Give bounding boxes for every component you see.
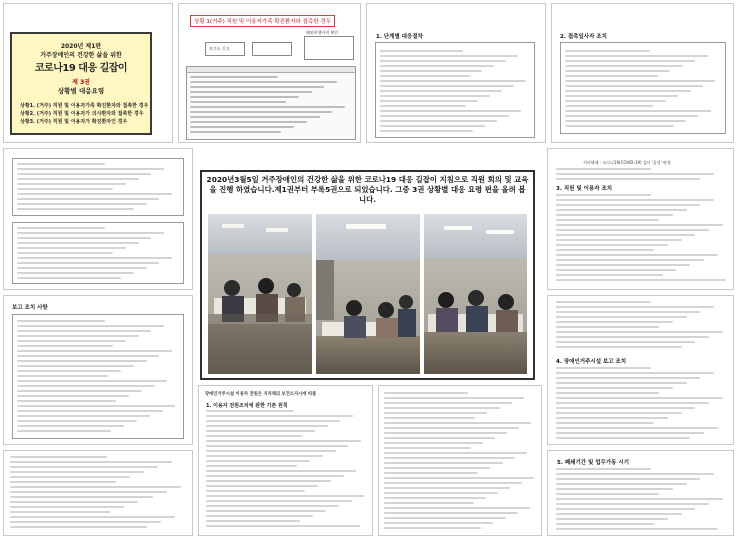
text-line <box>190 116 320 118</box>
text-line <box>17 365 134 367</box>
text-line <box>206 455 323 457</box>
text-line <box>565 55 708 57</box>
text-line <box>17 168 164 170</box>
text-line <box>380 60 506 62</box>
text-line <box>380 100 478 102</box>
flow-label: 보건소 신고 <box>209 46 230 51</box>
text-line <box>17 345 113 347</box>
text-line <box>380 120 497 122</box>
text-line <box>10 476 130 478</box>
text-line <box>556 523 654 525</box>
mid-sub-heading: 1. 이용자 전원조치에 관한 기본 원칙 <box>206 403 288 409</box>
text-line <box>17 410 163 412</box>
text-line <box>556 483 687 485</box>
text-line <box>206 510 326 512</box>
text-line <box>384 517 506 519</box>
text-line <box>556 259 704 261</box>
text-line <box>10 466 158 468</box>
text-line <box>556 498 723 500</box>
text-line <box>556 422 654 424</box>
text-line <box>384 507 530 509</box>
text-line <box>384 522 493 524</box>
text-line <box>380 70 482 72</box>
text-line <box>556 321 673 323</box>
text-line <box>10 511 110 513</box>
text-line <box>190 126 294 128</box>
text-line <box>556 432 704 434</box>
text-line <box>565 85 703 87</box>
text-line <box>17 188 113 190</box>
text-line <box>206 465 297 467</box>
text-line <box>556 316 687 318</box>
text-line <box>10 486 181 488</box>
text-line <box>206 445 348 447</box>
text-line <box>384 512 518 514</box>
text-line <box>556 204 700 206</box>
text-line <box>17 335 139 337</box>
text-line <box>384 482 522 484</box>
text-line <box>206 515 313 517</box>
text-line <box>190 91 312 93</box>
text-line <box>206 490 305 492</box>
text-line <box>17 267 147 269</box>
text-line <box>17 395 129 397</box>
text-line <box>10 491 167 493</box>
text-line <box>380 65 494 67</box>
text-line <box>206 485 318 487</box>
text-line <box>556 427 718 429</box>
text-line <box>556 244 668 246</box>
text-line <box>206 425 328 427</box>
text-line <box>384 467 490 469</box>
text-line <box>17 420 137 422</box>
text-line <box>206 480 331 482</box>
text-line <box>556 367 651 369</box>
text-line <box>384 492 498 494</box>
text-line <box>17 262 159 264</box>
text-line <box>384 392 468 394</box>
text-line <box>384 502 474 504</box>
text-line <box>206 460 310 462</box>
text-line <box>206 525 360 527</box>
text-line <box>556 377 700 379</box>
text-line <box>17 330 151 332</box>
text-line <box>190 106 345 108</box>
text-line <box>384 407 500 409</box>
text-line <box>565 75 658 77</box>
cover-volume: 제 3권 <box>72 79 90 86</box>
cover-edition-line: 2020년 제1판 <box>60 43 102 50</box>
text-line <box>10 526 147 528</box>
flow-box-3 <box>304 36 354 60</box>
text-line <box>17 178 139 180</box>
text-line <box>556 508 695 510</box>
text-line <box>17 350 172 352</box>
text-line <box>556 518 668 520</box>
text-line <box>556 264 690 266</box>
text-line <box>380 85 514 87</box>
text-line <box>556 392 659 394</box>
text-line <box>565 90 691 92</box>
text-line <box>206 495 364 497</box>
text-line <box>556 194 651 196</box>
text-line <box>556 437 690 439</box>
text-line <box>380 75 470 77</box>
cover-scenario-item: 상황3. (거주) 직원 및 이용자가 확진환자인 경우 <box>20 119 128 125</box>
text-line <box>384 402 512 404</box>
text-line <box>17 272 134 274</box>
text-line <box>556 468 651 470</box>
text-line <box>384 432 507 434</box>
photo-left <box>208 214 312 374</box>
text-line <box>190 96 299 98</box>
text-line <box>206 520 300 522</box>
text-line <box>17 203 147 205</box>
cover-scenario-item: 상황1. (거주) 직원 및 이용자가족 확진환자와 접촉한 경우 <box>20 103 149 109</box>
text-line <box>556 331 723 333</box>
text-line <box>556 301 651 303</box>
text-line <box>556 513 682 515</box>
text-line <box>556 306 714 308</box>
text-line <box>380 50 463 52</box>
right-sub-heading-2: 4. 장애인거주시설 보고 조치 <box>556 359 627 365</box>
text-line <box>556 274 663 276</box>
text-line <box>556 214 673 216</box>
text-line <box>384 422 531 424</box>
photo-right <box>424 214 527 374</box>
text-line <box>556 417 668 419</box>
text-line <box>17 227 105 229</box>
text-line <box>206 410 294 412</box>
text-line <box>17 232 164 234</box>
text-line <box>17 325 164 327</box>
text-line <box>384 397 524 399</box>
text-line <box>10 456 107 458</box>
text-line <box>556 279 726 281</box>
text-line <box>17 183 126 185</box>
text-line <box>556 503 709 505</box>
cover-purpose-line: 거주장애인의 건강한 삶을 위한 <box>40 52 122 59</box>
text-line <box>556 311 700 313</box>
text-line <box>556 326 659 328</box>
text-line <box>17 277 121 279</box>
text-line <box>556 387 673 389</box>
text-line <box>380 125 485 127</box>
text-line <box>556 209 687 211</box>
text-line <box>556 234 695 236</box>
text-line <box>565 65 683 67</box>
text-line <box>206 500 352 502</box>
text-line <box>565 105 653 107</box>
text-line <box>10 516 175 518</box>
text-line <box>556 412 682 414</box>
text-line <box>556 224 723 226</box>
text-line <box>17 400 116 402</box>
text-line <box>10 481 116 483</box>
text-line <box>190 81 337 83</box>
text-line <box>556 493 659 495</box>
text-line <box>565 120 686 122</box>
text-line <box>565 115 698 117</box>
cover-scenario-item: 상황2. (거주) 직원 및 이용자가 의사환자와 접촉한 경우 <box>20 111 144 117</box>
step5-heading: 5. 폐쇄기간 및 업무가동 시기 <box>557 460 630 466</box>
text-line <box>556 199 714 201</box>
text-line <box>556 382 687 384</box>
text-line <box>17 208 134 210</box>
text-line <box>556 346 682 348</box>
text-line <box>384 487 510 489</box>
text-line <box>384 477 534 479</box>
text-line <box>10 461 172 463</box>
text-line <box>17 193 172 195</box>
text-line <box>565 80 715 82</box>
text-line <box>556 173 714 175</box>
text-line <box>384 442 483 444</box>
text-line <box>556 229 709 231</box>
text-line <box>206 440 361 442</box>
text-line <box>17 405 175 407</box>
flow-box-2 <box>252 42 292 56</box>
cover-subtitle: 상황별 대응요령 <box>57 87 105 95</box>
text-line <box>384 427 519 429</box>
text-line <box>17 247 126 249</box>
text-line <box>556 407 695 409</box>
text-line <box>565 50 650 52</box>
text-line <box>206 430 315 432</box>
text-line <box>190 111 332 113</box>
text-line <box>17 355 159 357</box>
text-line <box>384 437 495 439</box>
text-line <box>17 340 126 342</box>
photo-caption: 2020년3월5일 거주장애인의 건강한 삶을 위한 코로나19 대응 길잡이 지침으로 직원 회의 및 교육을 진행 하였습니다.제1권부터 부록5권으로 되었습니다. 그중 3권 상황별 대응 요령 펀을 올려 봅니다. <box>206 175 529 204</box>
right-note: 격리해제 : 코로나19(COVID-19) 검사 '음성' 판정 <box>583 160 671 165</box>
text-line <box>380 110 521 112</box>
text-line <box>17 198 159 200</box>
text-line <box>384 527 481 529</box>
text-line <box>556 488 673 490</box>
text-line <box>190 131 281 133</box>
text-line <box>206 475 344 477</box>
step1-heading: 1. 단계별 대응절차 <box>376 34 423 40</box>
text-line <box>380 55 518 57</box>
text-line <box>206 435 302 437</box>
text-line <box>380 90 502 92</box>
cover-scenario-list <box>20 102 150 126</box>
text-line <box>556 478 700 480</box>
text-line <box>206 450 336 452</box>
meeting-photos <box>208 214 527 374</box>
text-line <box>556 473 714 475</box>
flow-top-label: 해외여행이력 확인 <box>306 30 339 35</box>
text-line <box>190 121 307 123</box>
mid-heading: 장애인거주시설 이용자 전원은 지자체의 보건소지시에 따름 <box>205 392 317 397</box>
text-line <box>17 237 151 239</box>
text-line <box>384 457 515 459</box>
text-line <box>380 95 490 97</box>
text-line <box>17 425 124 427</box>
document-cover <box>10 32 152 135</box>
text-line <box>17 415 150 417</box>
text-line <box>565 125 674 127</box>
text-line <box>206 420 340 422</box>
text-line <box>556 397 723 399</box>
text-line <box>17 242 139 244</box>
text-line <box>206 470 356 472</box>
text-line <box>384 452 527 454</box>
text-line <box>190 101 286 103</box>
text-line <box>556 219 659 221</box>
text-line <box>380 105 466 107</box>
text-line <box>17 385 155 387</box>
text-line <box>17 375 108 377</box>
text-line <box>556 336 709 338</box>
text-line <box>380 80 526 82</box>
text-line <box>565 110 711 112</box>
text-line <box>190 86 324 88</box>
text-line <box>384 497 486 499</box>
text-line <box>10 496 153 498</box>
text-line <box>384 472 478 474</box>
text-line <box>384 412 487 414</box>
text-line <box>17 390 142 392</box>
text-line <box>556 402 709 404</box>
text-line <box>17 252 113 254</box>
text-line <box>556 254 718 256</box>
text-line <box>384 462 503 464</box>
text-line <box>556 249 654 251</box>
text-line <box>17 430 111 432</box>
text-line <box>206 505 339 507</box>
cover-title: 코로나19 대응 길잡이 <box>34 63 128 74</box>
scenario-header: 상황 1(거주) 직원 및 이용자가족 확진환자와 접촉한 경우 <box>190 15 335 27</box>
text-line <box>17 173 151 175</box>
text-line <box>17 320 105 322</box>
text-line <box>206 415 353 417</box>
text-line <box>556 528 718 530</box>
text-line <box>384 417 475 419</box>
text-line <box>565 70 670 72</box>
text-line <box>565 100 666 102</box>
text-line <box>10 506 124 508</box>
text-line <box>556 269 676 271</box>
meeting-photos-image <box>208 214 527 374</box>
text-line <box>17 257 172 259</box>
photo-middle <box>316 214 420 374</box>
text-line <box>17 360 147 362</box>
text-line <box>10 501 138 503</box>
text-line <box>556 341 695 343</box>
text-line <box>384 447 471 449</box>
report-heading: 보고 조치 사항 <box>12 305 48 311</box>
text-line <box>380 130 473 132</box>
text-line <box>380 115 509 117</box>
text-line <box>17 370 121 372</box>
meeting-photo-panel <box>200 170 535 380</box>
text-line <box>556 168 651 170</box>
text-line <box>565 95 678 97</box>
step2-heading: 2. 접촉일사자 조치 <box>560 34 607 40</box>
text-line <box>565 60 695 62</box>
text-line <box>10 521 161 523</box>
text-line <box>556 372 714 374</box>
text-line <box>10 471 144 473</box>
text-line <box>190 76 278 78</box>
text-line <box>17 163 105 165</box>
right-sub-heading: 3. 직원 및 이용자 조치 <box>556 186 613 192</box>
text-line <box>556 239 682 241</box>
text-line <box>556 178 700 180</box>
text-line <box>17 380 167 382</box>
